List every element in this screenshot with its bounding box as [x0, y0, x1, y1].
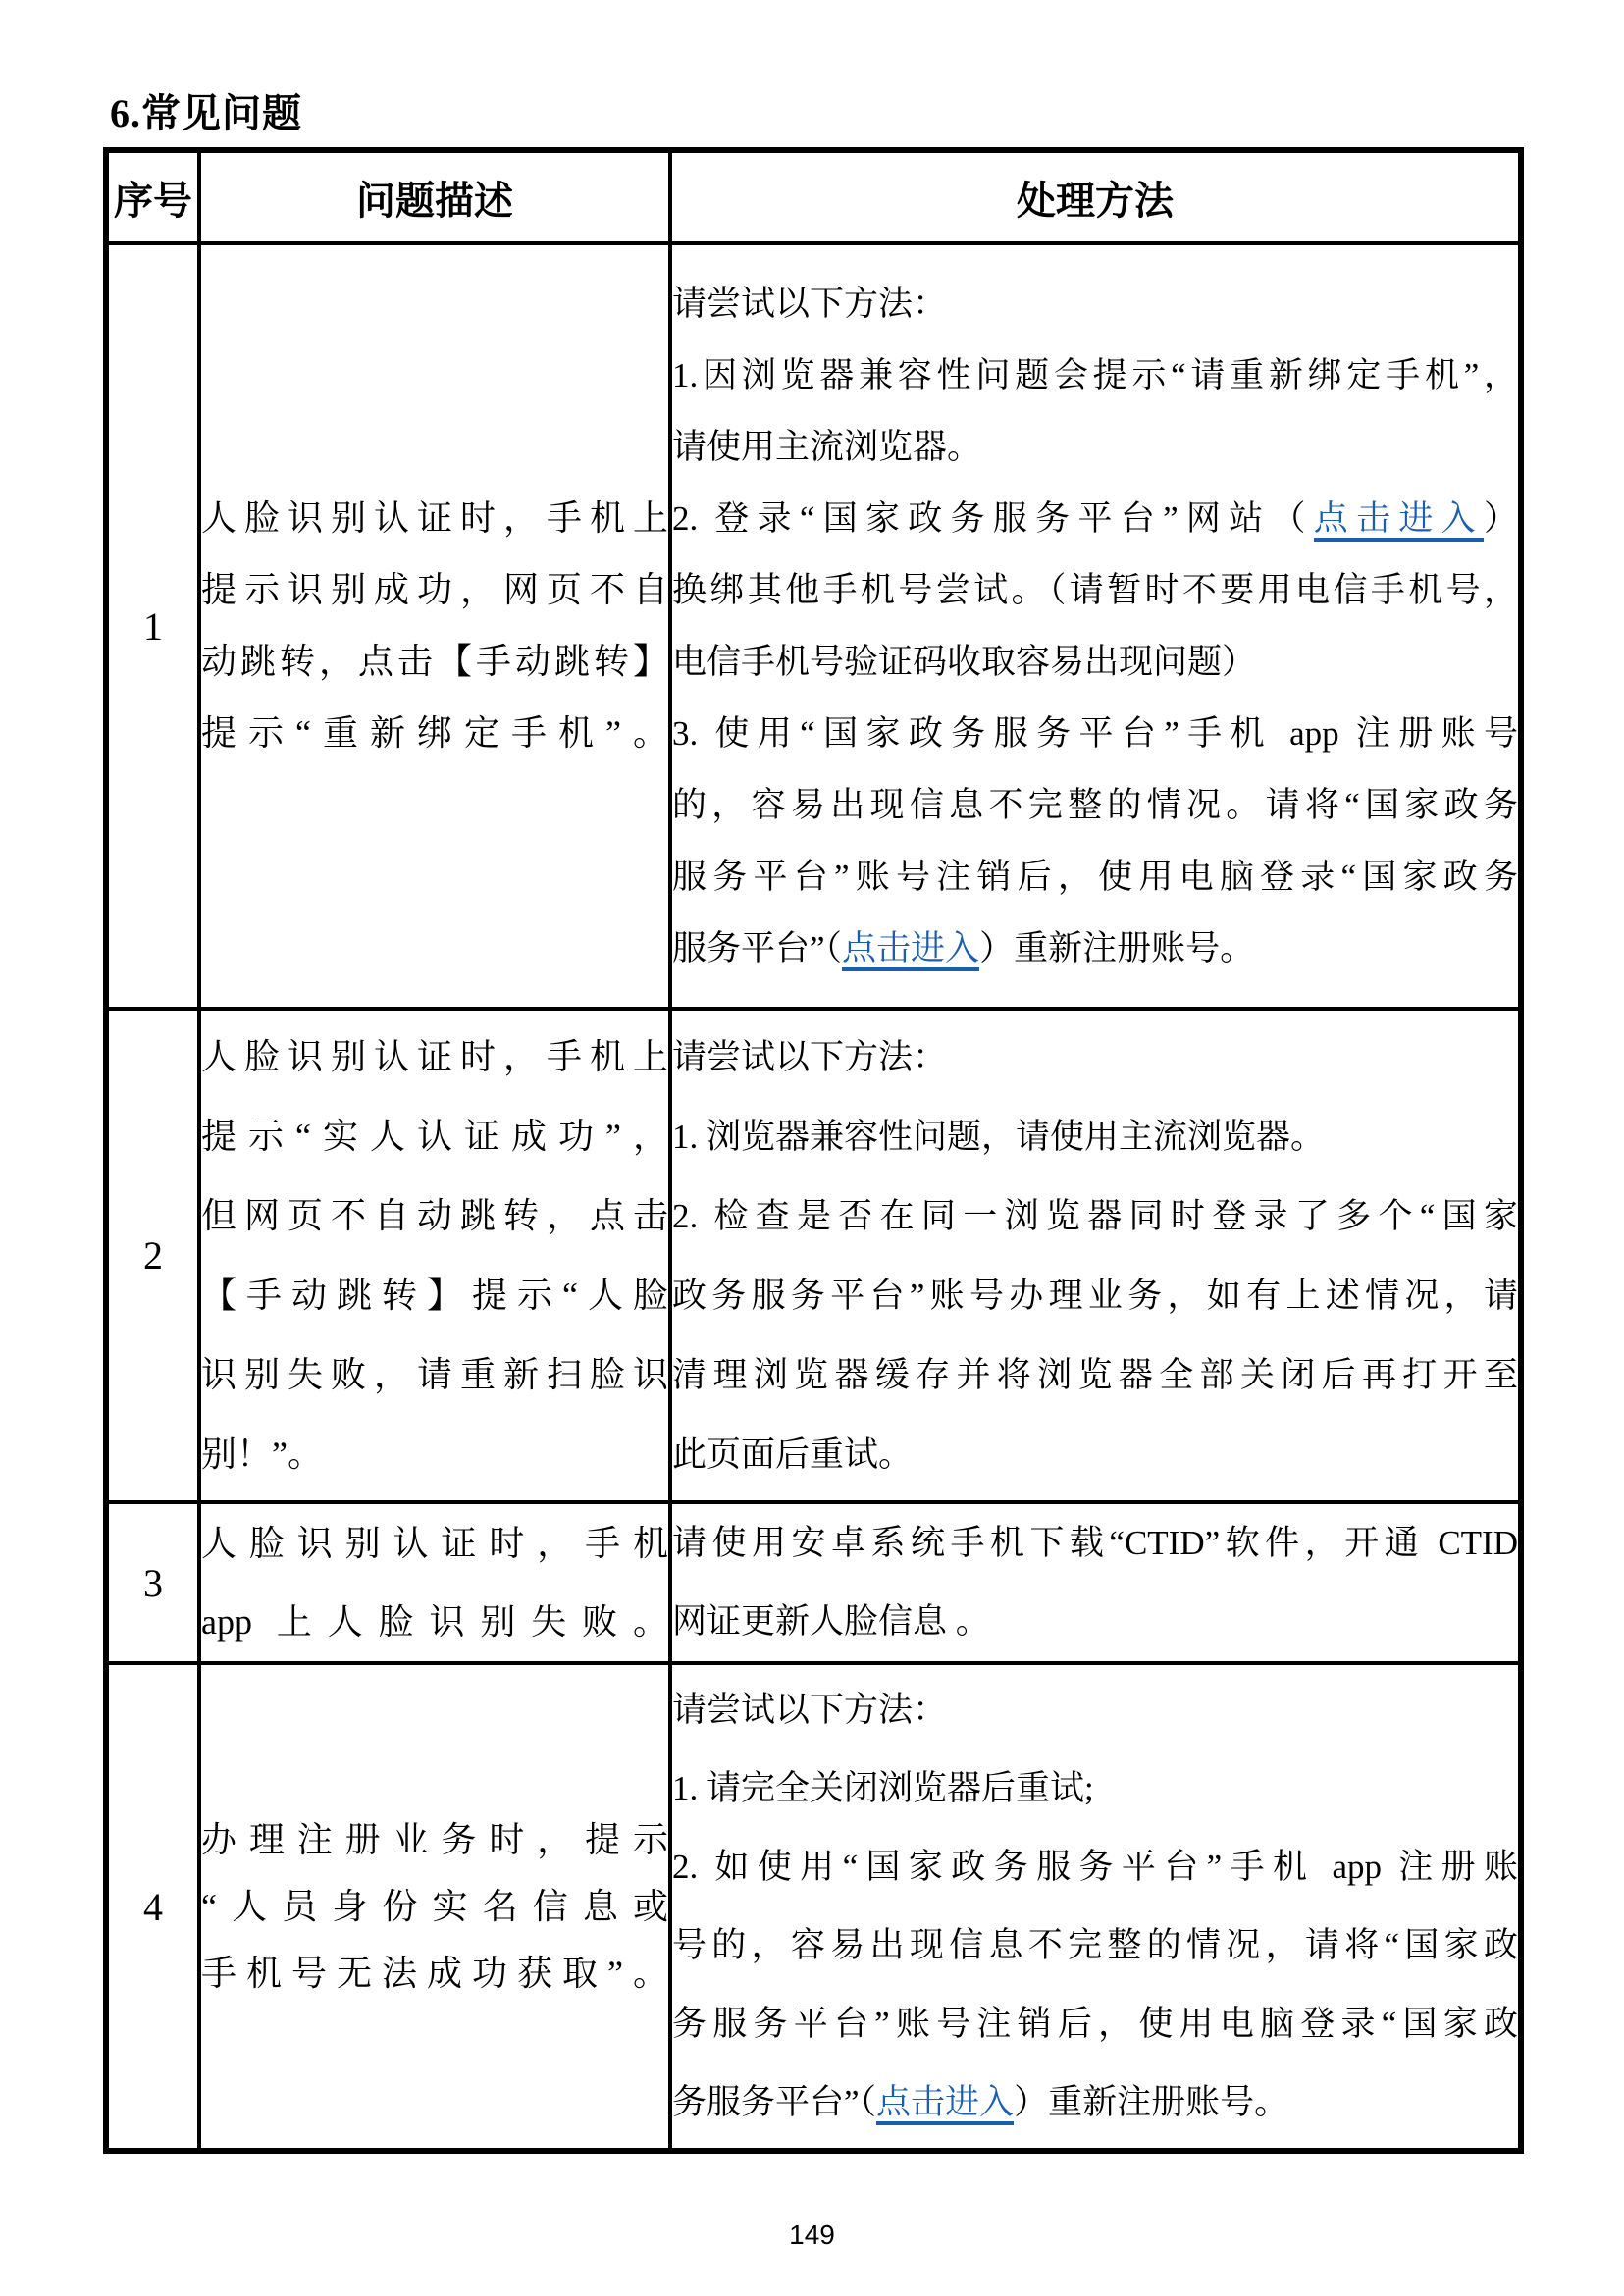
text-line: [672, 913, 1518, 984]
text-segment: 办理注册业务时，提示: [201, 1820, 668, 1859]
text-line: [672, 1985, 1518, 2063]
text-segment: 请尝试以下方法：: [672, 285, 948, 323]
faq-table: [103, 147, 1524, 2154]
text-segment: 2. 检查是否在同一浏览器同时登录了多个“国家: [672, 1196, 1518, 1235]
text-segment: 请尝试以下方法：: [672, 1037, 948, 1076]
text-line: [201, 1097, 668, 1176]
text-segment: 服务平台”账号注销后，使用电脑登录“国家政务: [672, 858, 1518, 896]
text-segment: ）重新注册账号。: [1014, 2083, 1289, 2121]
text-segment: 【手动跳转】提示“人脸: [201, 1275, 668, 1315]
text-line: [672, 339, 1518, 411]
text-segment: 人脸识别认证时，手机上: [201, 1036, 668, 1076]
text-segment: 1. 请完全关闭浏览器后重试;: [672, 1769, 1094, 1807]
text-segment: 号的，容易出现信息不完整的情况，请将“国家政: [672, 1926, 1518, 1964]
table-row: [106, 1009, 1521, 1502]
text-line: [672, 554, 1518, 626]
table-body: [106, 243, 1521, 2151]
page-number: 149: [789, 2219, 835, 2250]
text-line: [201, 1583, 668, 1661]
text-line: [201, 1940, 668, 2007]
text-segment: 此页面后重试。: [672, 1435, 914, 1474]
text-line: [672, 268, 1518, 339]
text-segment: 务服务平台”账号注销后，使用电脑登录“国家政: [672, 2005, 1518, 2043]
text-line: [201, 1335, 668, 1415]
text-line: [672, 1583, 1518, 1661]
text-segment: 务服务平台”（: [672, 2083, 877, 2121]
text-segment: 别！”。: [201, 1434, 323, 1474]
text-segment: 请使用安卓系统手机下载“CTID”软件，开通 CTID: [672, 1524, 1518, 1562]
text-segment: 请尝试以下方法：: [672, 1691, 948, 1729]
row-serial-number: 4: [106, 1663, 199, 2151]
text-line: [201, 483, 668, 554]
text-line: [672, 1671, 1518, 1749]
text-line: [201, 1806, 668, 1873]
text-line: [672, 2063, 1518, 2142]
text-line: [201, 1415, 668, 1494]
handling-method-cell: [670, 1502, 1521, 1663]
text-line: [672, 769, 1518, 841]
text-line: [201, 1256, 668, 1335]
text-segment: 2. 如使用“国家政务服务平台”手机 app 注册账: [672, 1848, 1518, 1886]
text-segment: 网证更新人脸信息 。: [672, 1602, 990, 1641]
table-row: [106, 243, 1521, 1009]
problem-description-cell: [199, 1663, 670, 2151]
text-segment: 但网页不自动跳转，点击: [201, 1195, 668, 1235]
table-row: [106, 1663, 1521, 2151]
text-segment: 手机号无法成功获取”。: [201, 1954, 668, 1993]
text-segment: 提示“重新绑定手机”。: [201, 713, 668, 753]
text-line: [201, 1176, 668, 1256]
text-segment: app 上人脸识别失败。: [201, 1602, 668, 1642]
text-segment: “人员身份实名信息或: [201, 1887, 668, 1926]
text-segment: 3. 使用“国家政务服务平台”手机 app 注册账号: [672, 714, 1518, 753]
text-line: [201, 554, 668, 626]
text-line: [672, 1415, 1518, 1494]
text-line: [672, 1256, 1518, 1335]
text-line: [672, 1018, 1518, 1097]
problem-description-cell: [199, 1009, 670, 1502]
click-to-enter-link[interactable]: 点击进入: [876, 2083, 1014, 2125]
text-segment: 1. 浏览器兼容性问题，请使用主流浏览器。: [672, 1117, 1326, 1156]
row-serial-number: 1: [106, 243, 199, 1009]
text-line: [672, 1176, 1518, 1256]
text-segment: ）: [1483, 499, 1518, 538]
text-line: [201, 1018, 668, 1097]
handling-method-cell: [670, 243, 1521, 1009]
text-segment: 政务服务平台”账号办理业务，如有上述情况，请: [672, 1276, 1518, 1315]
text-segment: 清理浏览器缓存并将浏览器全部关闭后再打开至: [672, 1355, 1518, 1394]
text-segment: 换绑其他手机号尝试。（请暂时不要用电信手机号，: [672, 571, 1518, 609]
text-line: [201, 626, 668, 698]
text-segment: 提示“实人认证成功”，: [201, 1116, 668, 1156]
text-segment: 识别失败，请重新扫脸识: [201, 1354, 668, 1394]
text-line: [672, 1335, 1518, 1415]
header-handling-method: 处理方法: [670, 150, 1521, 243]
text-segment: 动跳转，点击【手动跳转】: [201, 642, 668, 681]
page-title: 6.常见问题: [110, 91, 302, 135]
text-line: [201, 1504, 668, 1583]
text-line: [201, 1873, 668, 1940]
click-to-enter-link[interactable]: 点击进入: [842, 929, 979, 971]
text-line: [672, 1504, 1518, 1583]
text-segment: 请使用主流浏览器。: [672, 428, 982, 466]
text-segment: 提示识别成功，网页不自: [201, 570, 668, 609]
text-segment: ）重新注册账号。: [979, 929, 1255, 967]
text-line: [201, 698, 668, 769]
problem-description-cell: [199, 243, 670, 1009]
text-line: [672, 626, 1518, 698]
text-line: [672, 411, 1518, 483]
text-segment: 电信手机号验证码收取容易出现问题）: [672, 643, 1257, 681]
text-segment: 2. 登录“国家政务服务平台”网站（: [672, 499, 1314, 538]
problem-description-cell: [199, 1502, 670, 1663]
handling-method-cell: [670, 1009, 1521, 1502]
table-row: [106, 1502, 1521, 1663]
text-segment: 1.因浏览器兼容性问题会提示“请重新绑定手机”，: [672, 356, 1518, 394]
table-header-row: [106, 150, 1521, 243]
text-line: [672, 698, 1518, 769]
row-serial-number: 3: [106, 1502, 199, 1663]
text-line: [672, 1749, 1518, 1828]
text-line: [672, 841, 1518, 913]
header-problem-description: 问题描述: [199, 150, 670, 243]
text-segment: 人脸识别认证时，手机上: [201, 498, 668, 538]
text-line: [672, 1828, 1518, 1906]
text-segment: 的，容易出现信息不完整的情况。请将“国家政务: [672, 786, 1518, 824]
row-serial-number: 2: [106, 1009, 199, 1502]
text-segment: 服务平台”（: [672, 929, 843, 967]
text-line: [672, 1906, 1518, 1985]
header-serial-number: 序号: [106, 150, 199, 243]
handling-method-cell: [670, 1663, 1521, 2151]
text-line: [672, 1097, 1518, 1176]
text-line: [672, 483, 1518, 554]
click-to-enter-link[interactable]: 点击进入: [1314, 499, 1484, 542]
text-segment: 人脸识别认证时，手机: [201, 1524, 668, 1563]
